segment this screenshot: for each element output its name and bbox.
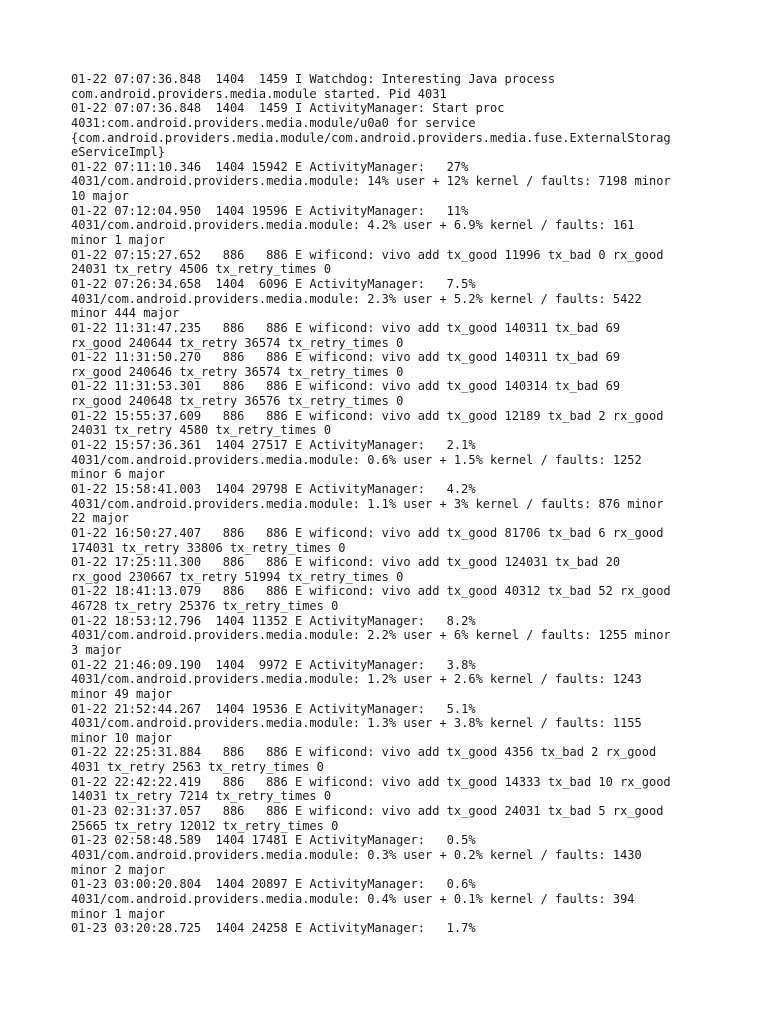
log-line: minor 2 major [71,862,165,877]
log-line: 01-22 15:57:36.361 1404 27517 E ActivityManager: 2.1% [71,438,476,453]
log-line: 4031/com.android.providers.media.module: 1.3% user + 3.8% kernel / faults: 1155 [71,716,642,731]
log-line: 174031 tx_retry 33806 tx_retry_times 0 [71,540,346,555]
log-line: 01-22 11:31:53.301 886 886 E wificond: vivo add tx_good 140314 tx_bad 69 [71,379,621,394]
log-line: 01-22 07:07:36.848 1404 1459 I ActivityManager: Start proc [71,101,505,116]
log-text-block [71,72,711,936]
log-line: 01-22 16:50:27.407 886 886 E wificond: vivo add tx_good 81706 tx_bad 6 rx_good [71,525,664,540]
log-line: 4031/com.android.providers.media.module: 0.3% user + 0.2% kernel / faults: 1430 [71,847,642,862]
log-line: 01-22 21:46:09.190 1404 9972 E ActivityManager: 3.8% [71,657,476,672]
log-line: {com.android.providers.media.module/com.android.providers.media.fuse.ExternalStorag [71,130,671,145]
log-line: 01-22 22:42:22.419 886 886 E wificond: vivo add tx_good 14333 tx_bad 10 rx_good [71,774,671,789]
log-line: 4031/com.android.providers.media.module: 2.2% user + 6% kernel / faults: 1255 minor [71,628,671,643]
log-line: 01-22 21:52:44.267 1404 19536 E ActivityManager: 5.1% [71,701,476,716]
log-line: minor 10 major [71,730,173,745]
log-line: 4031/com.android.providers.media.module: 1.2% user + 2.6% kernel / faults: 1243 [71,672,642,687]
log-line: 01-22 07:12:04.950 1404 19596 E ActivityManager: 11% [71,203,469,218]
log-line: 01-22 22:25:31.884 886 886 E wificond: vivo add tx_good 4356 tx_bad 2 rx_good [71,745,657,760]
log-line: 01-22 11:31:50.270 886 886 E wificond: vivo add tx_good 140311 tx_bad 69 [71,350,621,365]
log-line: rx_good 230667 tx_retry 51994 tx_retry_times 0 [71,569,404,584]
log-line: 4031/com.android.providers.media.module: 14% user + 12% kernel / faults: 7198 minor [71,174,671,189]
log-line: 01-23 03:20:28.725 1404 24258 E ActivityManager: 1.7% [71,921,476,936]
log-line: 4031 tx_retry 2563 tx_retry_times 0 [71,760,324,775]
log-line: 4031/com.android.providers.media.module: 2.3% user + 5.2% kernel / faults: 5422 [71,291,642,306]
log-line: eServiceImpl} [71,145,165,160]
log-line: rx_good 240648 tx_retry 36576 tx_retry_times 0 [71,394,404,409]
log-line: 01-23 02:31:37.057 886 886 E wificond: vivo add tx_good 24031 tx_bad 5 rx_good [71,804,664,819]
log-line: 4031/com.android.providers.media.module: 4.2% user + 6.9% kernel / faults: 161 [71,218,635,233]
log-line: 10 major [71,189,129,204]
log-line: 4031/com.android.providers.media.module: 1.1% user + 3% kernel / faults: 876 minor [71,496,664,511]
log-line: 22 major [71,511,129,526]
log-line: 01-22 17:25:11.300 886 886 E wificond: vivo add tx_good 124031 tx_bad 20 [71,555,621,570]
log-line: minor 6 major [71,467,165,482]
log-line: 01-22 18:41:13.079 886 886 E wificond: vivo add tx_good 40312 tx_bad 52 rx_good [71,584,671,599]
log-line: 01-22 07:26:34.658 1404 6096 E ActivityManager: 7.5% [71,276,476,291]
log-line: 01-22 07:07:36.848 1404 1459 I Watchdog: Interesting Java process [71,72,556,86]
log-line: 01-22 07:11:10.346 1404 15942 E ActivityManager: 27% [71,159,469,174]
log-line: 24031 tx_retry 4580 tx_retry_times 0 [71,423,332,438]
log-line: 01-22 11:31:47.235 886 886 E wificond: vivo add tx_good 140311 tx_bad 69 [71,320,621,335]
log-line: 3 major [71,642,122,657]
log-line: 14031 tx_retry 7214 tx_retry_times 0 [71,789,332,804]
log-line: rx_good 240644 tx_retry 36574 tx_retry_times 0 [71,335,404,350]
log-line: com.android.providers.media.module started. Pid 4031 [71,86,447,101]
log-line: 01-22 15:55:37.609 886 886 E wificond: vivo add tx_good 12189 tx_bad 2 rx_good [71,408,664,423]
log-line: 01-22 15:58:41.003 1404 29798 E ActivityManager: 4.2% [71,481,476,496]
log-line: 01-23 02:58:48.589 1404 17481 E ActivityManager: 0.5% [71,833,476,848]
log-line: 4031/com.android.providers.media.module: 0.6% user + 1.5% kernel / faults: 1252 [71,452,642,467]
log-line: 24031 tx_retry 4506 tx_retry_times 0 [71,262,332,277]
log-line: 01-22 07:15:27.652 886 886 E wificond: vivo add tx_good 11996 tx_bad 0 rx_good [71,247,664,262]
log-line: minor 49 major [71,686,173,701]
log-line: 01-23 03:00:20.804 1404 20897 E ActivityManager: 0.6% [71,877,476,892]
log-line: minor 1 major [71,233,165,248]
log-line: 4031/com.android.providers.media.module: 0.4% user + 0.1% kernel / faults: 394 [71,891,635,906]
log-line: minor 444 major [71,306,180,321]
log-line: 01-22 18:53:12.796 1404 11352 E ActivityManager: 8.2% [71,613,476,628]
log-line: 46728 tx_retry 25376 tx_retry_times 0 [71,599,339,614]
log-line: 4031:com.android.providers.media.module/u0a0 for service [71,115,476,130]
log-line: rx_good 240646 tx_retry 36574 tx_retry_times 0 [71,364,404,379]
log-line: 25665 tx_retry 12012 tx_retry_times 0 [71,818,339,833]
log-line: minor 1 major [71,906,165,921]
